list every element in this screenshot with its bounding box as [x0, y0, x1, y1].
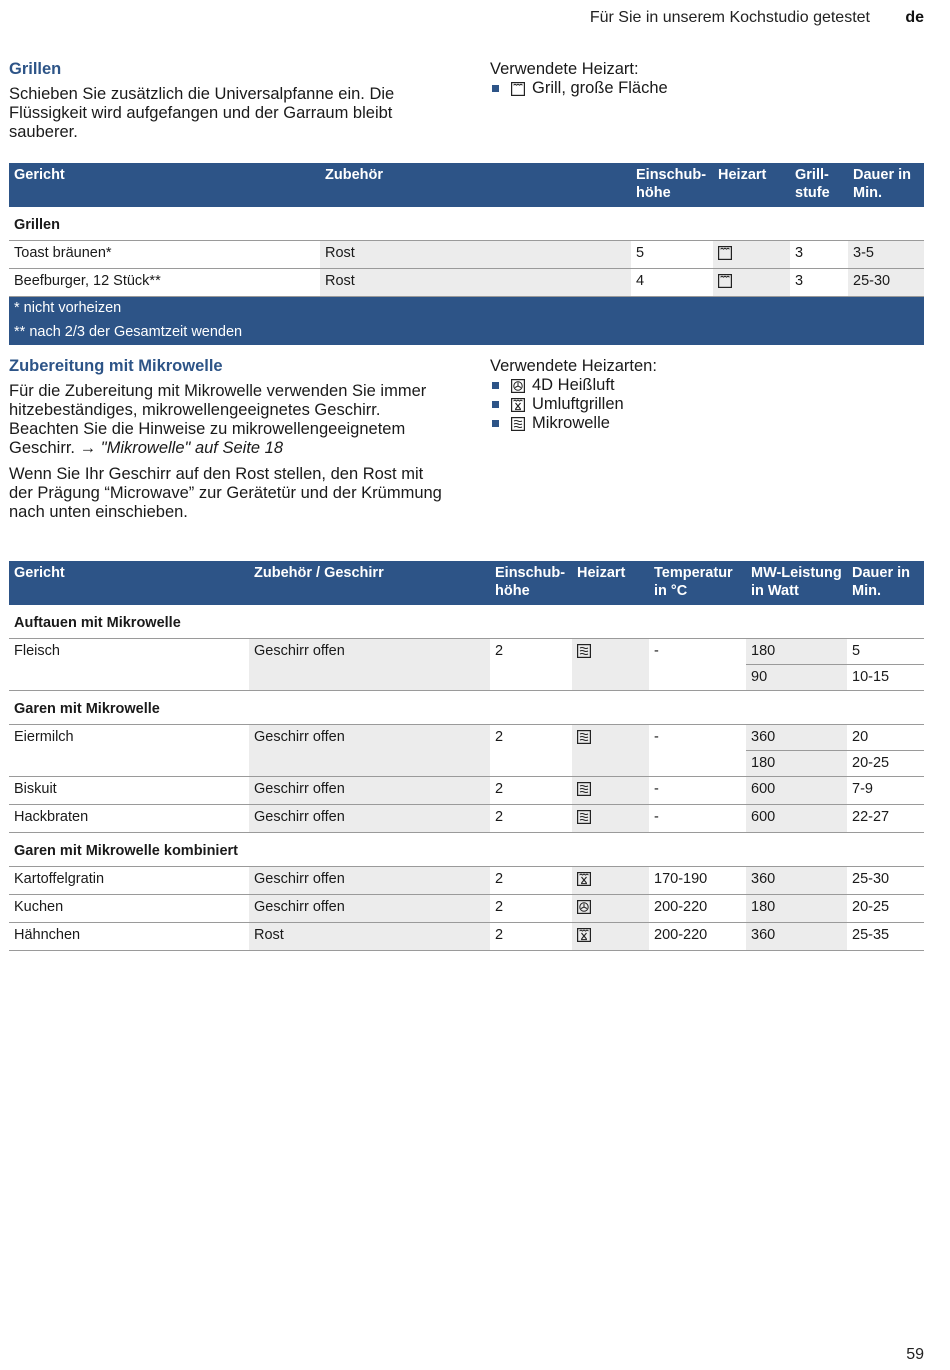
microwave-table	[9, 561, 924, 951]
bullet-marker	[492, 401, 499, 408]
level-cell: 2	[490, 725, 572, 777]
hot-air-4d-icon	[511, 379, 525, 393]
heat-item-label: Umluftgrillen	[532, 395, 624, 413]
column-header: Temperatur in °C	[649, 561, 746, 605]
duration-cell: 3-5	[848, 241, 924, 269]
table-row	[9, 639, 924, 665]
level-cell: 2	[490, 639, 572, 691]
wattage-cell: 360	[746, 867, 847, 895]
dish-cell: Hähnchen	[9, 923, 249, 951]
category-row	[9, 691, 924, 725]
category-label: Auftauen mit Mikrowelle	[9, 605, 924, 639]
wattage-cell: 90	[746, 665, 847, 691]
table-row	[9, 867, 924, 895]
mikrowelle-heading: Zubereitung mit Mikrowelle	[9, 357, 223, 375]
temperature-cell: -	[649, 725, 746, 777]
accessory-cell: Rost	[249, 923, 490, 951]
column-header: Dauer in Min.	[847, 561, 924, 605]
accessory-cell: Rost	[320, 269, 631, 297]
grillen-heading: Grillen	[9, 60, 62, 78]
table-row	[9, 777, 924, 805]
mikrowelle-heat-list	[490, 376, 920, 433]
column-header: Heizart	[713, 163, 790, 207]
temperature-cell: -	[649, 639, 746, 691]
duration-cell: 25-35	[847, 923, 924, 951]
heat-cell	[572, 805, 649, 833]
accessory-cell: Geschirr offen	[249, 725, 490, 777]
dish-cell: Kuchen	[9, 895, 249, 923]
category-row	[9, 207, 924, 241]
bullet-marker	[492, 382, 499, 389]
grill-table	[9, 163, 924, 345]
temperature-cell: 170-190	[649, 867, 746, 895]
column-header: Einschub- höhe	[631, 163, 713, 207]
column-header: Heizart	[572, 561, 649, 605]
language-code: de	[905, 9, 924, 26]
heat-cell	[713, 241, 790, 269]
duration-cell: 20-25	[847, 751, 924, 777]
grill-table-section	[9, 163, 924, 345]
heat-cell	[572, 923, 649, 951]
column-header: Dauer in Min.	[848, 163, 924, 207]
dish-cell: Fleisch	[9, 639, 249, 691]
temperature-cell: -	[649, 777, 746, 805]
microwave-icon	[577, 782, 591, 796]
dish-cell: Beefburger, 12 Stück**	[9, 269, 320, 297]
column-header: Zubehör	[320, 163, 631, 207]
duration-cell: 22-27	[847, 805, 924, 833]
column-header: Grill- stufe	[790, 163, 848, 207]
heat-cell	[572, 639, 649, 691]
dish-cell: Toast bräunen*	[9, 241, 320, 269]
footnote: ** nach 2/3 der Gesamtzeit wenden	[9, 321, 924, 345]
page-number: 59	[906, 1346, 924, 1363]
mw-table-section	[9, 561, 924, 951]
duration-cell: 25-30	[848, 269, 924, 297]
wattage-cell: 360	[746, 725, 847, 751]
grill-level-cell: 3	[790, 241, 848, 269]
wattage-cell: 180	[746, 895, 847, 923]
duration-cell: 20	[847, 725, 924, 751]
reference-arrow: →	[79, 439, 97, 457]
mikrowelle-text-1-body: Für die Zubereitung mit Mikrowelle verwenden Sie immer hitzebeständiges, mikrowellengeeignetes Geschirr. Beachten Sie die Hinweise zu mikrowellengeeignetem Geschirr.	[9, 382, 427, 457]
category-row	[9, 605, 924, 639]
page-header-title: Für Sie in unserem Kochstudio getestet	[589, 9, 870, 26]
dish-cell: Eiermilch	[9, 725, 249, 777]
category-label: Garen mit Mikrowelle	[9, 691, 924, 725]
grillen-heat-title: Verwendete Heizart:	[490, 60, 639, 78]
accessory-cell: Geschirr offen	[249, 639, 490, 691]
column-header: MW-Leistung in Watt	[746, 561, 847, 605]
grillen-heat-list	[490, 79, 920, 98]
accessory-cell: Geschirr offen	[249, 777, 490, 805]
column-header: Gericht	[9, 561, 249, 605]
table-row	[9, 805, 924, 833]
level-cell: 2	[490, 777, 572, 805]
duration-cell: 20-25	[847, 895, 924, 923]
mikrowelle-heat-item	[490, 376, 920, 395]
level-cell: 2	[490, 805, 572, 833]
circulating-grill-icon	[511, 398, 525, 412]
footnote: * nicht vorheizen	[9, 297, 924, 322]
level-cell: 2	[490, 895, 572, 923]
column-header: Zubehör / Geschirr	[249, 561, 490, 605]
note-row	[9, 321, 924, 345]
category-row	[9, 833, 924, 867]
grillen-text: Schieben Sie zusätzlich die Universalpfanne ein. Die Flüssigkeit wird aufgefangen und der Garraum bleibt sauberer.	[9, 85, 395, 141]
grill-icon	[511, 82, 525, 96]
duration-cell: 10-15	[847, 665, 924, 691]
dish-cell: Hackbraten	[9, 805, 249, 833]
dish-cell: Kartoffelgratin	[9, 867, 249, 895]
heat-cell	[572, 777, 649, 805]
circulating-grill-icon	[577, 928, 591, 942]
grill-icon	[718, 274, 732, 288]
heat-cell	[713, 269, 790, 297]
note-row	[9, 297, 924, 322]
heat-cell	[572, 867, 649, 895]
mikrowelle-heat-title: Verwendete Heizarten:	[490, 357, 657, 375]
heat-item-label: Mikrowelle	[532, 414, 610, 432]
temperature-cell: 200-220	[649, 923, 746, 951]
level-cell: 4	[631, 269, 713, 297]
bullet-marker	[492, 420, 499, 427]
category-label: Grillen	[9, 207, 924, 241]
microwave-table-header	[9, 561, 924, 605]
dish-cell: Biskuit	[9, 777, 249, 805]
category-label: Garen mit Mikrowelle kombiniert	[9, 833, 924, 867]
heat-cell	[572, 725, 649, 777]
accessory-cell: Geschirr offen	[249, 867, 490, 895]
grillen-heat-item	[490, 79, 920, 98]
table-row	[9, 241, 924, 269]
microwave-icon	[577, 644, 591, 658]
mikrowelle-text-1	[9, 382, 449, 458]
hot-air-4d-icon	[577, 900, 591, 914]
column-header: Gericht	[9, 163, 320, 207]
grill-level-cell: 3	[790, 269, 848, 297]
accessory-cell: Geschirr offen	[249, 805, 490, 833]
wattage-cell: 180	[746, 639, 847, 665]
bullet-marker	[492, 85, 499, 92]
microwave-icon	[511, 417, 525, 431]
accessory-cell: Geschirr offen	[249, 895, 490, 923]
table-row	[9, 725, 924, 751]
wattage-cell: 600	[746, 805, 847, 833]
accessory-cell: Rost	[320, 241, 631, 269]
grill-icon	[718, 246, 732, 260]
table-row	[9, 269, 924, 297]
mikrowelle-heat-item	[490, 414, 920, 433]
table-row	[9, 923, 924, 951]
heat-cell	[572, 895, 649, 923]
mikrowelle-heat-item	[490, 395, 920, 414]
column-header: Einschub- höhe	[490, 561, 572, 605]
temperature-cell: 200-220	[649, 895, 746, 923]
duration-cell: 25-30	[847, 867, 924, 895]
wattage-cell: 600	[746, 777, 847, 805]
heat-item-label: Grill, große Fläche	[532, 79, 668, 97]
wattage-cell: 180	[746, 751, 847, 777]
level-cell: 5	[631, 241, 713, 269]
level-cell: 2	[490, 923, 572, 951]
table-row	[9, 895, 924, 923]
microwave-icon	[577, 730, 591, 744]
page-reference-link[interactable]: "Mikrowelle" auf Seite 18	[100, 439, 284, 457]
mikrowelle-text-2: Wenn Sie Ihr Geschirr auf den Rost stellen, den Rost mit der Prägung “Microwave” zur Gerätetür und der Krümmung nach unten einschieben.	[9, 465, 442, 521]
duration-cell: 7-9	[847, 777, 924, 805]
microwave-icon	[577, 810, 591, 824]
wattage-cell: 360	[746, 923, 847, 951]
grill-table-header	[9, 163, 924, 207]
temperature-cell: -	[649, 805, 746, 833]
duration-cell: 5	[847, 639, 924, 665]
circulating-grill-icon	[577, 872, 591, 886]
level-cell: 2	[490, 867, 572, 895]
heat-item-label: 4D Heißluft	[532, 376, 615, 394]
